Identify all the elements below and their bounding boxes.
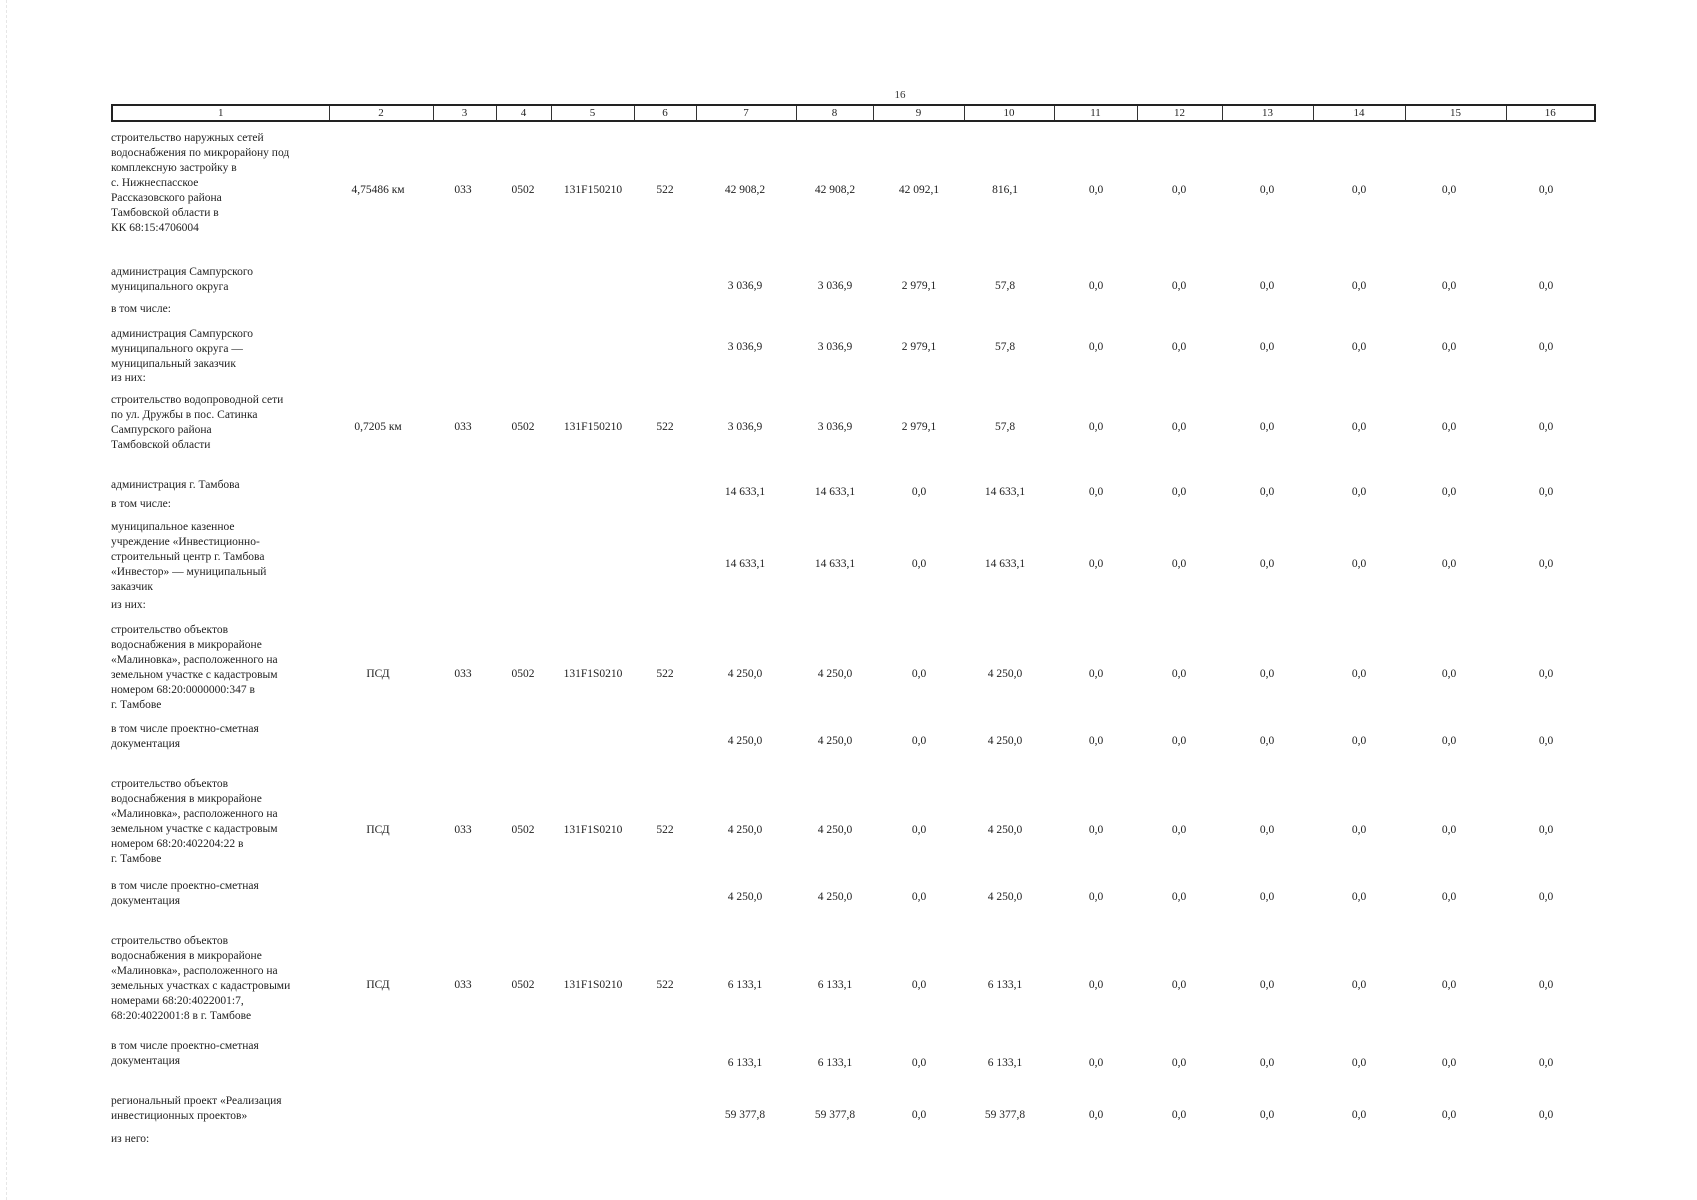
cell-col-12: 0,0 — [1171, 824, 1187, 836]
cell-col-2: ПСД — [366, 668, 390, 680]
cell-col-9: 0,0 — [911, 558, 927, 570]
cell-col-11: 0,0 — [1088, 486, 1104, 498]
cell-col-7: 3 036,9 — [727, 341, 763, 353]
cell-col-8: 4 250,0 — [817, 735, 853, 747]
cell-col-8: 3 036,9 — [817, 280, 853, 292]
cell-col-8: 14 633,1 — [814, 486, 856, 498]
cell-col-4: 0502 — [511, 824, 535, 836]
cell-col-9: 0,0 — [911, 668, 927, 680]
cell-col-14: 0,0 — [1351, 341, 1367, 353]
cell-col-8: 3 036,9 — [817, 421, 853, 433]
cell-col-13: 0,0 — [1259, 735, 1275, 747]
cell-col-4: 0502 — [511, 421, 535, 433]
cell-col-2: ПСД — [366, 824, 390, 836]
cell-col-2: 4,75486 км — [351, 184, 405, 196]
cell-col-15: 0,0 — [1441, 558, 1457, 570]
row-label: в том числе: — [111, 498, 171, 510]
cell-col-11: 0,0 — [1088, 1109, 1104, 1121]
cell-col-9: 0,0 — [911, 891, 927, 903]
column-number-10: 10 — [964, 105, 1054, 121]
cell-col-7: 6 133,1 — [727, 979, 763, 991]
cell-col-7: 59 377,8 — [724, 1109, 766, 1121]
cell-col-6: 522 — [656, 979, 674, 991]
cell-col-8: 4 250,0 — [817, 668, 853, 680]
cell-col-11: 0,0 — [1088, 824, 1104, 836]
column-number-header — [111, 104, 1596, 122]
cell-col-12: 0,0 — [1171, 735, 1187, 747]
cell-col-7: 3 036,9 — [727, 421, 763, 433]
cell-col-14: 0,0 — [1351, 979, 1367, 991]
cell-col-7: 42 908,2 — [724, 184, 766, 196]
cell-col-11: 0,0 — [1088, 1057, 1104, 1069]
cell-col-9: 2 979,1 — [901, 341, 937, 353]
cell-col-5: 131F1S0210 — [563, 668, 623, 680]
cell-col-8: 4 250,0 — [817, 891, 853, 903]
cell-col-8: 59 377,8 — [814, 1109, 856, 1121]
cell-col-11: 0,0 — [1088, 341, 1104, 353]
cell-col-16: 0,0 — [1538, 341, 1554, 353]
cell-col-15: 0,0 — [1441, 668, 1457, 680]
cell-col-9: 2 979,1 — [901, 280, 937, 292]
cell-col-15: 0,0 — [1441, 486, 1457, 498]
cell-col-11: 0,0 — [1088, 280, 1104, 292]
cell-col-7: 14 633,1 — [724, 558, 766, 570]
column-number-4: 4 — [496, 105, 551, 121]
cell-col-8: 6 133,1 — [817, 979, 853, 991]
row-label: строительство объектов водоснабжения в микрорайоне «Малиновка», расположенного на земельном участке с кадастровым номером 68:20:402204:22 в г. Тамбове — [111, 778, 278, 865]
cell-col-4: 0502 — [511, 668, 535, 680]
column-number-13: 13 — [1222, 105, 1313, 121]
cell-col-14: 0,0 — [1351, 558, 1367, 570]
column-number-14: 14 — [1313, 105, 1405, 121]
column-number-11: 11 — [1054, 105, 1137, 121]
cell-col-9: 2 979,1 — [901, 421, 937, 433]
cell-col-7: 4 250,0 — [727, 891, 763, 903]
cell-col-9: 0,0 — [911, 824, 927, 836]
cell-col-16: 0,0 — [1538, 891, 1554, 903]
cell-col-5: 131F1S0210 — [563, 824, 623, 836]
cell-col-9: 0,0 — [911, 979, 927, 991]
cell-col-16: 0,0 — [1538, 558, 1554, 570]
cell-col-10: 4 250,0 — [987, 668, 1023, 680]
cell-col-9: 42 092,1 — [898, 184, 940, 196]
column-number-6: 6 — [634, 105, 696, 121]
cell-col-15: 0,0 — [1441, 1109, 1457, 1121]
row-label: администрация г. Тамбова — [111, 479, 240, 491]
row-label: из него: — [111, 1133, 150, 1145]
cell-col-12: 0,0 — [1171, 891, 1187, 903]
cell-col-5: 131F1S0210 — [563, 979, 623, 991]
column-number-7: 7 — [696, 105, 796, 121]
cell-col-8: 3 036,9 — [817, 341, 853, 353]
cell-col-10: 4 250,0 — [987, 735, 1023, 747]
cell-col-13: 0,0 — [1259, 1057, 1275, 1069]
cell-col-8: 42 908,2 — [814, 184, 856, 196]
row-label: из них: — [111, 372, 146, 384]
cell-col-12: 0,0 — [1171, 1057, 1187, 1069]
cell-col-16: 0,0 — [1538, 421, 1554, 433]
cell-col-6: 522 — [656, 668, 674, 680]
cell-col-16: 0,0 — [1538, 735, 1554, 747]
cell-col-11: 0,0 — [1088, 891, 1104, 903]
cell-col-11: 0,0 — [1088, 558, 1104, 570]
cell-col-15: 0,0 — [1441, 341, 1457, 353]
row-label: из них: — [111, 599, 146, 611]
cell-col-12: 0,0 — [1171, 668, 1187, 680]
cell-col-6: 522 — [656, 824, 674, 836]
cell-col-11: 0,0 — [1088, 979, 1104, 991]
column-number-8: 8 — [796, 105, 873, 121]
cell-col-14: 0,0 — [1351, 184, 1367, 196]
cell-col-5: 131F150210 — [563, 184, 623, 196]
row-label: администрация Сампурского муниципального округа — [111, 266, 254, 293]
cell-col-15: 0,0 — [1441, 891, 1457, 903]
cell-col-10: 6 133,1 — [987, 979, 1023, 991]
cell-col-12: 0,0 — [1171, 1109, 1187, 1121]
cell-col-14: 0,0 — [1351, 735, 1367, 747]
cell-col-10: 6 133,1 — [987, 1057, 1023, 1069]
cell-col-12: 0,0 — [1171, 184, 1187, 196]
cell-col-10: 4 250,0 — [987, 824, 1023, 836]
cell-col-12: 0,0 — [1171, 421, 1187, 433]
cell-col-10: 57,8 — [994, 341, 1016, 353]
row-label: региональный проект «Реализация инвестиционных проектов» — [111, 1095, 282, 1122]
row-label: строительство объектов водоснабжения в микрорайоне «Малиновка», расположенного на земельных участках с кадастровыми номерами 68:20:4022001:7, 68:20:4022001:8 в г. Тамбове — [111, 935, 291, 1022]
row-label: строительство водопроводной сети по ул. Дружбы в пос. Сатинка Сампурского района Тамбовской области — [111, 394, 284, 451]
row-label: в том числе проектно-сметная документация — [111, 880, 259, 907]
cell-col-14: 0,0 — [1351, 280, 1367, 292]
cell-col-15: 0,0 — [1441, 421, 1457, 433]
cell-col-13: 0,0 — [1259, 558, 1275, 570]
cell-col-14: 0,0 — [1351, 668, 1367, 680]
cell-col-6: 522 — [656, 421, 674, 433]
cell-col-13: 0,0 — [1259, 280, 1275, 292]
cell-col-14: 0,0 — [1351, 486, 1367, 498]
cell-col-3: 033 — [454, 824, 472, 836]
cell-col-13: 0,0 — [1259, 421, 1275, 433]
cell-col-8: 14 633,1 — [814, 558, 856, 570]
cell-col-14: 0,0 — [1351, 1057, 1367, 1069]
cell-col-3: 033 — [454, 184, 472, 196]
cell-col-13: 0,0 — [1259, 891, 1275, 903]
cell-col-15: 0,0 — [1441, 1057, 1457, 1069]
column-number-9: 9 — [873, 105, 964, 121]
cell-col-12: 0,0 — [1171, 486, 1187, 498]
cell-col-15: 0,0 — [1441, 735, 1457, 747]
cell-col-3: 033 — [454, 979, 472, 991]
cell-col-10: 14 633,1 — [984, 486, 1026, 498]
cell-col-10: 14 633,1 — [984, 558, 1026, 570]
cell-col-13: 0,0 — [1259, 184, 1275, 196]
cell-col-8: 6 133,1 — [817, 1057, 853, 1069]
scan-edge — [0, 0, 7, 1200]
column-number-5: 5 — [551, 105, 634, 121]
cell-col-11: 0,0 — [1088, 668, 1104, 680]
row-label: в том числе: — [111, 303, 171, 315]
column-number-16: 16 — [1506, 105, 1595, 121]
cell-col-10: 57,8 — [994, 280, 1016, 292]
cell-col-10: 57,8 — [994, 421, 1016, 433]
cell-col-14: 0,0 — [1351, 824, 1367, 836]
column-number-3: 3 — [433, 105, 496, 121]
cell-col-13: 0,0 — [1259, 824, 1275, 836]
cell-col-5: 131F150210 — [563, 421, 623, 433]
cell-col-11: 0,0 — [1088, 735, 1104, 747]
cell-col-10: 816,1 — [992, 184, 1018, 196]
cell-col-9: 0,0 — [911, 1109, 927, 1121]
cell-col-13: 0,0 — [1259, 1109, 1275, 1121]
cell-col-2: ПСД — [366, 979, 390, 991]
cell-col-13: 0,0 — [1259, 486, 1275, 498]
cell-col-16: 0,0 — [1538, 668, 1554, 680]
cell-col-4: 0502 — [511, 184, 535, 196]
cell-col-14: 0,0 — [1351, 421, 1367, 433]
cell-col-10: 4 250,0 — [987, 891, 1023, 903]
column-number-1: 1 — [112, 105, 329, 121]
cell-col-16: 0,0 — [1538, 824, 1554, 836]
cell-col-12: 0,0 — [1171, 558, 1187, 570]
cell-col-7: 4 250,0 — [727, 668, 763, 680]
cell-col-15: 0,0 — [1441, 824, 1457, 836]
row-label: в том числе проектно-сметная документация — [111, 1040, 259, 1067]
cell-col-11: 0,0 — [1088, 184, 1104, 196]
row-label: муниципальное казенное учреждение «Инвестиционно- строительный центр г. Тамбова «Инвестор» — муниципальный заказчик — [111, 521, 267, 593]
cell-col-2: 0,7205 км — [354, 421, 402, 433]
cell-col-15: 0,0 — [1441, 979, 1457, 991]
cell-col-7: 14 633,1 — [724, 486, 766, 498]
cell-col-10: 59 377,8 — [984, 1109, 1026, 1121]
cell-col-7: 6 133,1 — [727, 1057, 763, 1069]
cell-col-12: 0,0 — [1171, 341, 1187, 353]
cell-col-16: 0,0 — [1538, 1057, 1554, 1069]
cell-col-7: 3 036,9 — [727, 280, 763, 292]
cell-col-16: 0,0 — [1538, 184, 1554, 196]
row-label: строительство объектов водоснабжения в микрорайоне «Малиновка», расположенного на земельном участке с кадастровым номером 68:20:0000000:347 в г. Тамбове — [111, 624, 278, 711]
cell-col-9: 0,0 — [911, 735, 927, 747]
cell-col-6: 522 — [656, 184, 674, 196]
column-number-12: 12 — [1137, 105, 1222, 121]
cell-col-12: 0,0 — [1171, 979, 1187, 991]
cell-col-13: 0,0 — [1259, 979, 1275, 991]
cell-col-16: 0,0 — [1538, 979, 1554, 991]
cell-col-11: 0,0 — [1088, 421, 1104, 433]
cell-col-7: 4 250,0 — [727, 735, 763, 747]
row-label: строительство наружных сетей водоснабжения по микрорайону под комплексную застройку в с. Нижнеспасское Рассказовского района Тамбовской области в КК 68:15:4706004 — [111, 132, 290, 234]
cell-col-16: 0,0 — [1538, 280, 1554, 292]
cell-col-14: 0,0 — [1351, 891, 1367, 903]
cell-col-3: 033 — [454, 668, 472, 680]
cell-col-9: 0,0 — [911, 486, 927, 498]
cell-col-16: 0,0 — [1538, 1109, 1554, 1121]
cell-col-7: 4 250,0 — [727, 824, 763, 836]
cell-col-3: 033 — [454, 421, 472, 433]
cell-col-14: 0,0 — [1351, 1109, 1367, 1121]
page-number: 16 — [894, 89, 906, 101]
row-label: администрация Сампурского муниципального округа — муниципальный заказчик — [111, 328, 254, 370]
cell-col-13: 0,0 — [1259, 668, 1275, 680]
cell-col-13: 0,0 — [1259, 341, 1275, 353]
cell-col-9: 0,0 — [911, 1057, 927, 1069]
row-label: в том числе проектно-сметная документация — [111, 723, 259, 750]
cell-col-15: 0,0 — [1441, 280, 1457, 292]
cell-col-8: 4 250,0 — [817, 824, 853, 836]
column-number-15: 15 — [1405, 105, 1506, 121]
cell-col-16: 0,0 — [1538, 486, 1554, 498]
cell-col-12: 0,0 — [1171, 280, 1187, 292]
cell-col-15: 0,0 — [1441, 184, 1457, 196]
cell-col-4: 0502 — [511, 979, 535, 991]
column-number-2: 2 — [329, 105, 433, 121]
